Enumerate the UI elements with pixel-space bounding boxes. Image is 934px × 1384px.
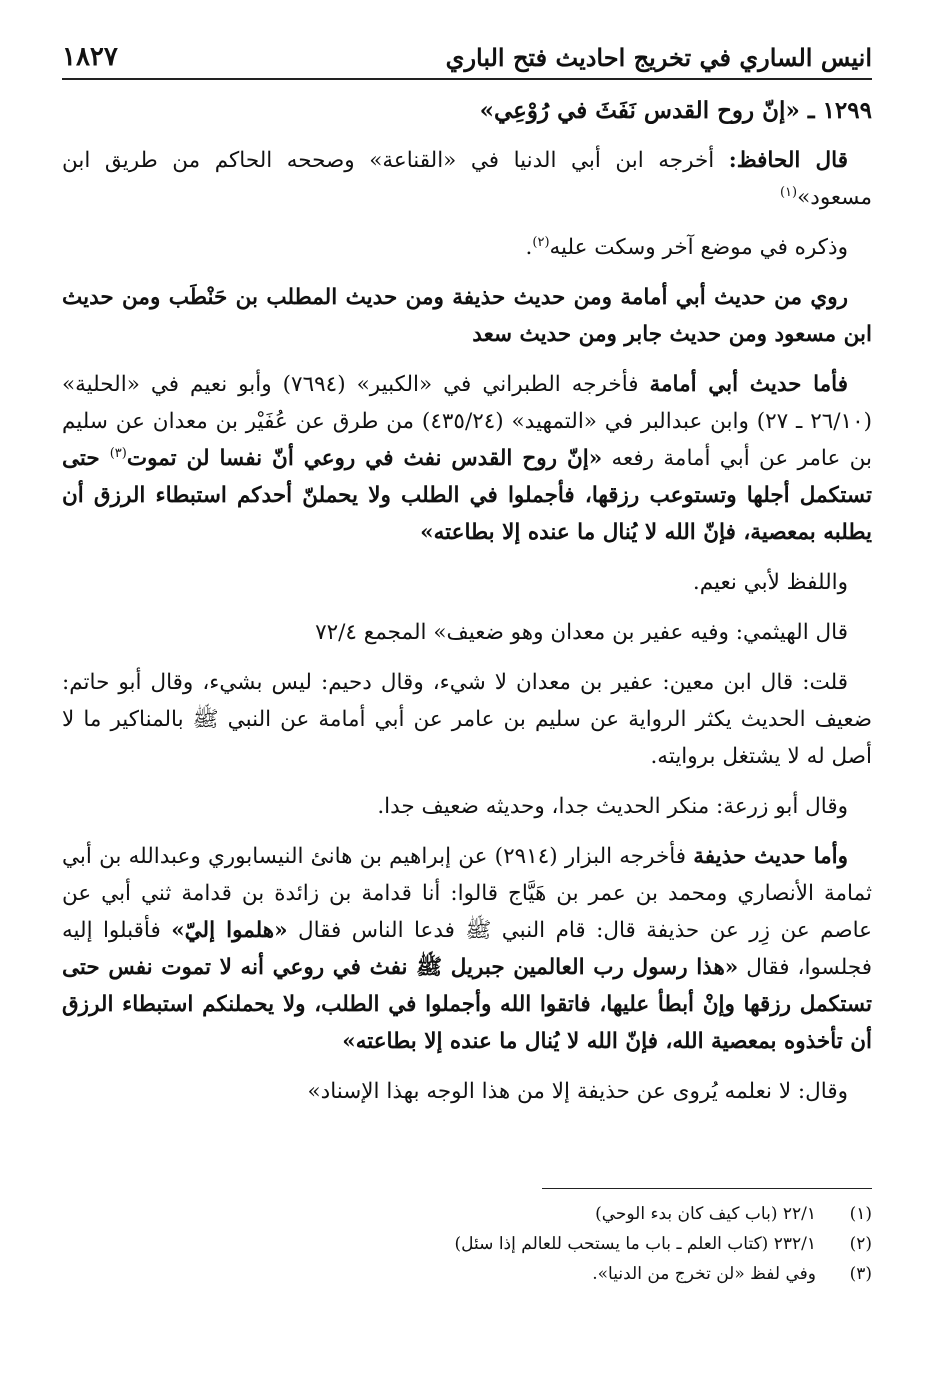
footnote-2 xyxy=(62,1229,872,1259)
footnote-3 xyxy=(62,1259,872,1289)
footnotes xyxy=(62,1199,872,1289)
paragraph-mention xyxy=(62,229,872,266)
paragraph-abu-zura: وقال أبو زرعة: منكر الحديث جدا، وحديثه ضعيف جدا. xyxy=(377,794,848,819)
abu-umama-quote-2: حتى تستكمل أجلها وتستوعب رزقها، فأجملوا في الطلب ولا يحملنّ أحدكم استبطاء الرزق أن يطلبه بمعصية، فإنّ الله لا يُنال ما عنده إلا بطاعته» xyxy=(62,446,872,545)
hudhayfa-quote-2: «هذا رسول رب العالمين جبريل ﷺ نفث في روعي أنه لا تموت نفس حتى تستكمل رزقها وإنْ أبطأ عليها، فاتقوا الله وأجملوا في الطلب، ولا يحملنكم استبطاء الرزق أن تأخذوه بمعصية الله، فإنّ الله لا يُنال ما عنده إلا بطاعته» xyxy=(62,955,872,1054)
hudhayfa-quote-1: «هلموا إليّ» xyxy=(171,918,288,943)
paragraph-wording: واللفظ لأبي نعيم. xyxy=(692,570,848,595)
hafiz-label: قال الحافظ: xyxy=(728,148,848,173)
hudhayfa-label: وأما حديث حذيفة xyxy=(693,844,848,869)
abu-umama-label: فأما حديث أبي أمامة xyxy=(649,372,848,397)
footnote-number: (٣) xyxy=(849,1264,872,1284)
hudhayfa-text: فأخرجه البزار (٢٩١٤) عن إبراهيم بن هانئ النيسابوري وعبدالله بن أبي ثمامة الأنصاري ومحمد بن عمر بن هَيَّاج قالوا: أنا قدامة بن زائدة بن قدامة ثني أبي عن عاصم عن زِر عن حذيفة قال: قام النبي ﷺ فدعا الناس فقال xyxy=(62,844,873,943)
mention-end: . xyxy=(525,235,533,260)
paragraph-qultu: قلت: قال ابن معين: عفير بن معدان لا شيء، وقال دحيم: ليس بشيء، وقال أبو حاتم: ضعيف الحديث يكثر الرواية عن سليم بن عامر عن أبي أمامة عن النبي ﷺ بالمناكير ما لا أصل له لا يشتغل بروايته. xyxy=(62,670,872,769)
footnote-number: (٢) xyxy=(849,1234,872,1254)
footnote-number: (١) xyxy=(849,1204,872,1224)
footnote-divider xyxy=(542,1188,872,1189)
footnote-text: ٢٢/١ (باب كيف كان بدء الوحي) xyxy=(595,1204,816,1224)
paragraph-hafiz xyxy=(62,142,872,216)
hadith-heading: ١٢٩٩ ـ «إنّ روح القدس نَفَثَ في رُوْعِي» xyxy=(479,97,872,124)
footnote-ref-2: (٢) xyxy=(532,234,550,250)
footnote-text: ٢٣٢/١ (كتاب العلم ـ باب ما يستحب للعالم إذا سئل) xyxy=(454,1234,816,1254)
footnote-ref-1: (١) xyxy=(779,184,798,200)
page xyxy=(62,38,872,1344)
abu-umama-quote-1: «إنّ روح القدس نفث في روعي أنّ نفسا لن تموت xyxy=(126,446,603,471)
paragraph-narrations: روي من حديث أبي أمامة ومن حديث حذيفة ومن حديث المطلب بن حَنْطَب ومن حديث ابن مسعود ومن حديث جابر ومن حديث سعد xyxy=(62,285,872,347)
mention-text: وذكره في موضع آخر وسكت عليه xyxy=(549,235,848,260)
hudhayfa-text-2: فأقبلوا إليه فجلسوا، فقال xyxy=(62,918,872,980)
book-title: انيس الساري في تخريج احاديث فتح الباري xyxy=(445,43,872,72)
footnote-ref-3: (٣) xyxy=(109,445,127,461)
paragraph-abu-umama xyxy=(62,366,872,551)
footnote-text: وفي لفظ «لن تخرج من الدنيا». xyxy=(592,1264,816,1284)
paragraph-hudhayfa xyxy=(62,838,872,1060)
abu-umama-text: فأخرجه الطبراني في «الكبير» (٧٦٩٤) وأبو نعيم في «الحلية» (٢٦/١٠ ـ ٢٧) وابن عبدالبر في «التمهيد» (٤٣٥/٢٤) من طرق عن عُفَيْر بن معدان عن سليم بن عامر عن أبي أمامة رفعه xyxy=(62,372,873,471)
paragraph-haythami: قال الهيثمي: وفيه عفير بن معدان وهو ضعيف» المجمع ٧٢/٤ xyxy=(315,620,848,645)
footnote-1 xyxy=(62,1199,872,1229)
running-header xyxy=(62,38,872,80)
hafiz-text: أخرجه ابن أبي الدنيا في «القناعة» وصححه الحاكم من طريق ابن مسعود» xyxy=(62,148,872,210)
page-number: ١٨٢٧ xyxy=(62,42,118,72)
paragraph-bazzar-comment: وقال: لا نعلمه يُروى عن حذيفة إلا من هذا الوجه بهذا الإسناد» xyxy=(307,1079,848,1104)
main-text xyxy=(62,92,872,1110)
